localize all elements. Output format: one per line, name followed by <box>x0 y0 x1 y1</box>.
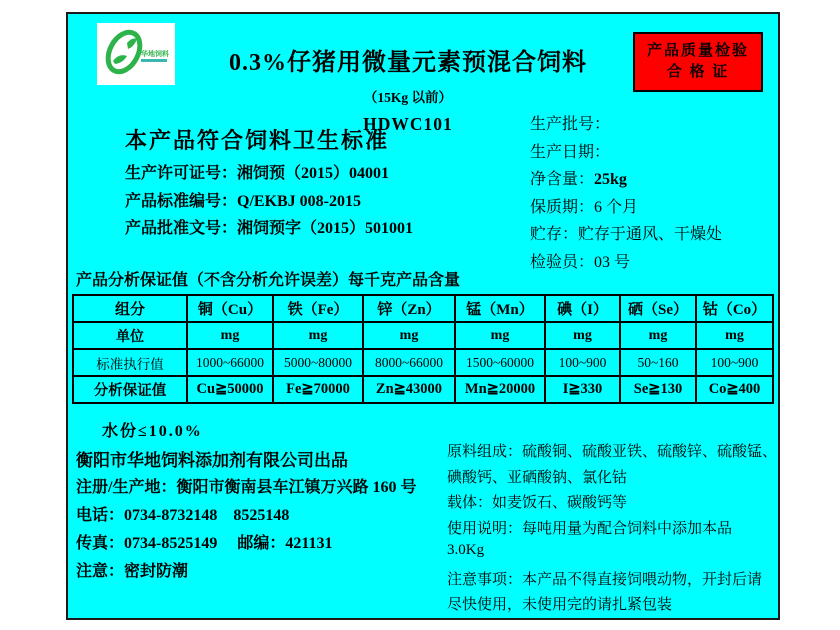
seal-caution-line: 注意：密封防潮 <box>76 563 189 580</box>
logo-text: 华地饲料 <box>141 50 169 58</box>
inspector-line: 检验员：03 号 <box>530 253 631 271</box>
license-block <box>125 160 413 243</box>
stamp-line-1: 产品质量检验 <box>646 43 749 59</box>
approval-number-line: 产品批准文号：湘饲预字（2015）501001 <box>125 220 414 237</box>
fax-zip-line: 传真：0734-8525149 邮编：421131 <box>76 535 333 552</box>
table-cell: 100~900 <box>696 349 773 376</box>
table-cell: mg <box>363 322 455 349</box>
table-cell: 8000~66000 <box>363 349 455 376</box>
feed-label <box>66 12 780 620</box>
batch-number-line: 生产批号： <box>530 116 611 133</box>
table-cell: 1500~60000 <box>455 349 545 376</box>
table-cell: mg <box>620 322 696 349</box>
col-header-fe: 铁（Fe） <box>273 295 363 322</box>
hygiene-standard-heading: 本产品符合饲料卫生标准 <box>125 128 390 153</box>
col-header-cu: 铜（Cu） <box>187 295 273 322</box>
table-cell: Mn≧20000 <box>455 376 545 403</box>
warning-line-1: 注意事项：本产品不得直接饲喂动物，开封后请 <box>447 571 763 588</box>
row-label-guarantee: 分析保证值 <box>73 376 187 403</box>
moisture-note: 水份≤10.0% <box>102 423 203 440</box>
table-cell: Cu≧50000 <box>187 376 273 403</box>
product-subtitle: （15Kg 以前） <box>363 90 453 105</box>
analysis-table-wrap <box>72 294 774 404</box>
row-label-unit: 单位 <box>73 322 187 349</box>
producer-line: 衡阳市华地饲料添加剂有限公司出品 <box>76 451 348 470</box>
col-header-mn: 锰（Mn） <box>455 295 545 322</box>
ingredients-line-2: 碘酸钙、亚硒酸钠、氯化钴 <box>447 469 628 486</box>
production-license-line: 生产许可证号：湘饲预（2015）04001 <box>125 165 390 182</box>
phone-line: 电话：0734-8732148 8525148 <box>76 507 290 524</box>
analysis-table <box>72 294 774 404</box>
stamp-line-2: 合 格 证 <box>666 64 730 80</box>
table-cell: 1000~66000 <box>187 349 273 376</box>
table-cell: mg <box>696 322 773 349</box>
net-weight-line: 净含量：25kg <box>530 171 627 188</box>
col-header-se: 硒（Se） <box>620 295 696 322</box>
col-header-i: 碘（I） <box>545 295 620 322</box>
logo-tagline-bar <box>141 59 167 62</box>
table-standard-row <box>73 349 773 376</box>
col-header-zn: 锌（Zn） <box>363 295 455 322</box>
col-header-co: 钴（Co） <box>696 295 773 322</box>
table-cell: Fe≧70000 <box>273 376 363 403</box>
table-cell: 100~900 <box>545 349 620 376</box>
product-standard-line: 产品标准编号：Q/EKBJ 008-2015 <box>125 192 362 210</box>
table-cell: mg <box>545 322 620 349</box>
table-cell: Zn≧43000 <box>363 376 455 403</box>
ingredients-line-1: 原料组成：硫酸铜、硫酸亚铁、硫酸锌、硫酸锰、 <box>447 444 778 460</box>
product-code: HDWC101 <box>363 114 453 134</box>
table-header-row <box>73 295 773 322</box>
product-title: 0.3%仔猪用微量元素预混合饲料 <box>229 50 587 76</box>
shelf-life-line: 保质期：6 个月 <box>530 198 639 216</box>
table-cell: mg <box>273 322 363 349</box>
usage-block <box>447 440 777 619</box>
table-cell: 5000~80000 <box>273 349 363 376</box>
table-cell: I≧330 <box>545 376 620 403</box>
company-block <box>76 418 416 586</box>
storage-line: 贮存：贮存于通风、干燥处 <box>530 226 723 243</box>
address-line: 注册/生产地：衡阳市衡南县车江镇万兴路 160 号 <box>76 479 417 496</box>
table-cell: Se≧130 <box>620 376 696 403</box>
production-date-line: 生产日期： <box>530 143 611 161</box>
row-label-standard: 标准执行值 <box>73 349 187 376</box>
table-cell: Co≧400 <box>696 376 773 403</box>
table-guarantee-row <box>73 376 773 403</box>
warning-line-2: 尽快使用，未使用完的请扎紧包装 <box>447 597 673 613</box>
table-unit-row <box>73 322 773 349</box>
analysis-table-caption: 产品分析保证值（不含分析允许误差）每千克产品含量 <box>76 272 461 289</box>
table-cell: mg <box>455 322 545 349</box>
carrier-line: 载体：如麦饭石、碳酸钙等 <box>447 495 628 511</box>
company-logo <box>97 23 175 85</box>
table-cell: 50~160 <box>620 349 696 376</box>
usage-instruction-line-2: 3.0Kg <box>447 542 485 558</box>
usage-instruction-line-1: 使用说明：每吨用量为配合饲料中添加本品 <box>447 520 733 537</box>
table-cell: mg <box>187 322 273 349</box>
quality-certificate-stamp <box>633 32 763 92</box>
col-header-component: 组分 <box>73 295 187 322</box>
product-info-block <box>530 111 722 276</box>
